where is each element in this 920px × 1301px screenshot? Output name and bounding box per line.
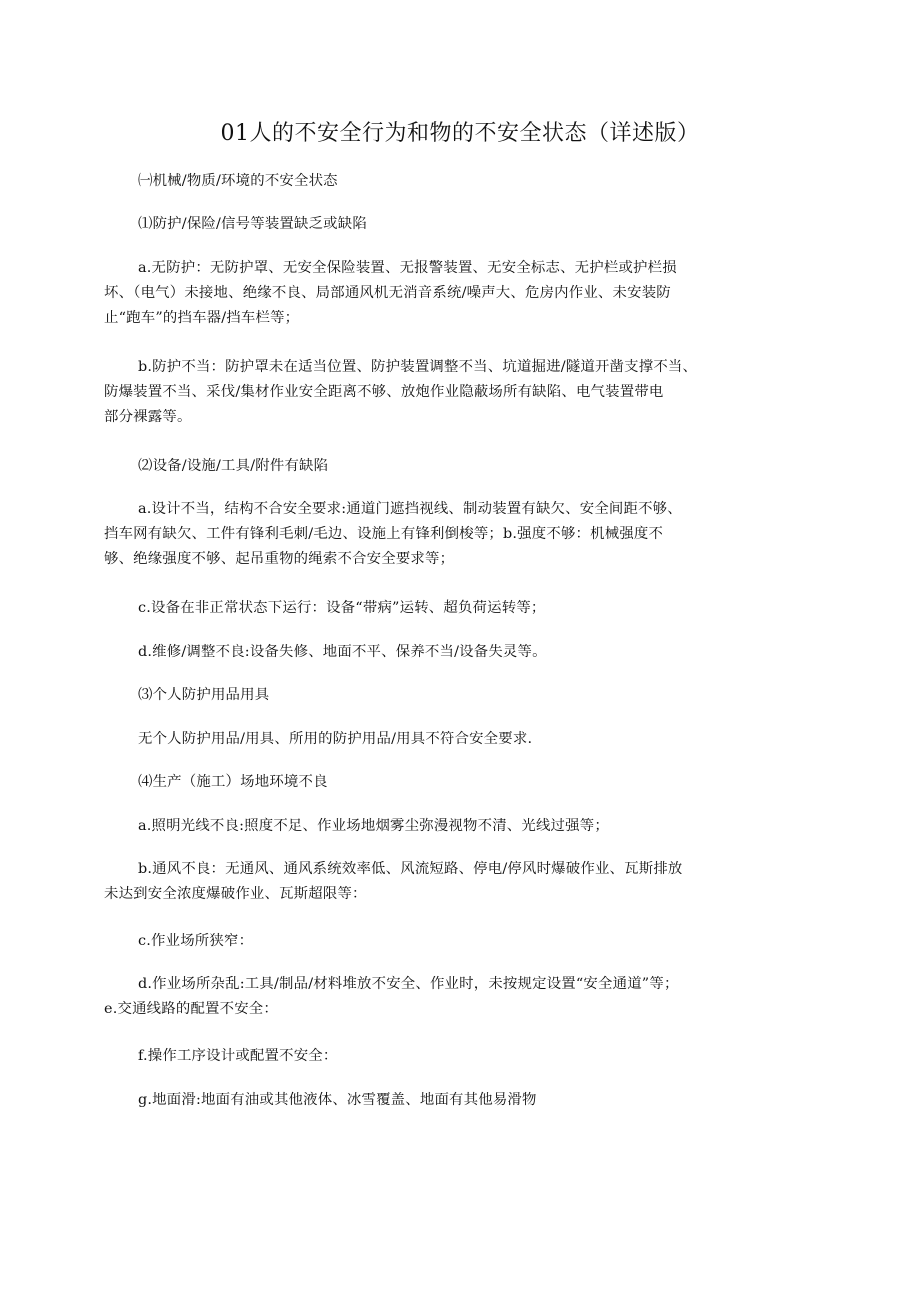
text-line: 够、绝缘强度不够、起吊重物的绳索不合安全要求等； (104, 551, 455, 567)
text-line: e.交通线路的配置不安全： (104, 1001, 278, 1017)
text-line: ⑵设备/设施/工具/附件有缺陷 (138, 458, 329, 474)
paragraph-9 (104, 683, 774, 708)
text-line: c.作业场所狭窄： (138, 933, 254, 949)
text-line: 部分裸露等。 (104, 409, 192, 425)
text-line: 止“跑车”的挡车器/挡车栏等； (104, 310, 300, 326)
paragraph-15 (104, 972, 774, 1022)
text-line: c.设备在非正常状态下运行：设备“带病”运转、超负荷运转等； (138, 600, 546, 616)
text-line: 坏、（电气）未接地、绝缘不良、局部通风机无消音系统/噪声大、危房内作业、未安装防 (104, 285, 671, 301)
paragraph-5 (104, 454, 774, 479)
text-line: 挡车网有缺欠、工件有锋利毛刺/毛边、设施上有锋利倒梭等；b.强度不够：机械强度不 (104, 526, 664, 542)
text-line: a.无防护：无防护罩、无安全保险装置、无报警装置、无安全标志、无护栏或护栏损 (138, 260, 677, 276)
text-line: ⑴防护/保险/信号等装置缺乏或缺陷 (138, 216, 367, 232)
paragraph-14 (104, 929, 774, 954)
text-line: g.地面滑:地面有油或其他液体、冰雪覆盖、地面有其他易滑物 (138, 1092, 537, 1108)
paragraph-7 (104, 596, 774, 621)
paragraph-16 (104, 1044, 774, 1069)
paragraph-13 (104, 857, 774, 907)
paragraph-1 (104, 169, 774, 194)
paragraph-12 (104, 814, 774, 839)
text-line: b.防护不当：防护罩未在适当位置、防护装置调整不当、坑道掘进/隧道开凿支撑不当、 (138, 359, 698, 375)
text-line: f.操作工序设计或配置不安全： (138, 1048, 338, 1064)
text-line: d.作业场所杂乱:工具/制品/材料堆放不安全、作业时，未按规定设置“安全通道”等； (138, 976, 679, 992)
paragraph-11 (104, 770, 774, 795)
paragraph-6 (104, 497, 774, 572)
paragraph-8 (104, 640, 774, 665)
paragraph-2 (104, 212, 774, 237)
paragraph-10 (104, 727, 774, 752)
text-line: 未达到安全浓度爆破作业、瓦斯超限等： (104, 886, 367, 902)
text-line: d.维修/调整不良:设备失修、地面不平、保养不当/设备失灵等。 (138, 644, 547, 660)
text-line: a.照明光线不良:照度不足、作业场地烟雾尘弥漫视物不清、光线过强等； (138, 818, 609, 834)
text-line: ㈠机械/物质/环境的不安全状态 (138, 173, 338, 189)
document-title: 01人的不安全行为和物的不安全状态（详述版） (220, 121, 700, 146)
text-line: b.通风不良：无通风、通风系统效率低、风流短路、停电/停风时爆破作业、瓦斯排放 (138, 861, 683, 877)
paragraph-3 (104, 256, 774, 331)
paragraph-17 (104, 1088, 774, 1113)
text-line: 无个人防护用品/用具、所用的防护用品/用具不符合安全要求. (138, 731, 533, 747)
text-line: ⑷生产（施工）场地环境不良 (138, 774, 328, 790)
text-line: ⑶个人防护用品用具 (138, 687, 270, 703)
paragraph-4 (104, 355, 774, 430)
text-line: a.设计不当，结构不合安全要求:通道门遮挡视线、制动装置有缺欠、安全间距不够、 (138, 501, 682, 517)
text-line: 防爆装置不当、采伐/集材作业安全距离不够、放炮作业隐蔽场所有缺陷、电气装置带电 (104, 384, 664, 400)
